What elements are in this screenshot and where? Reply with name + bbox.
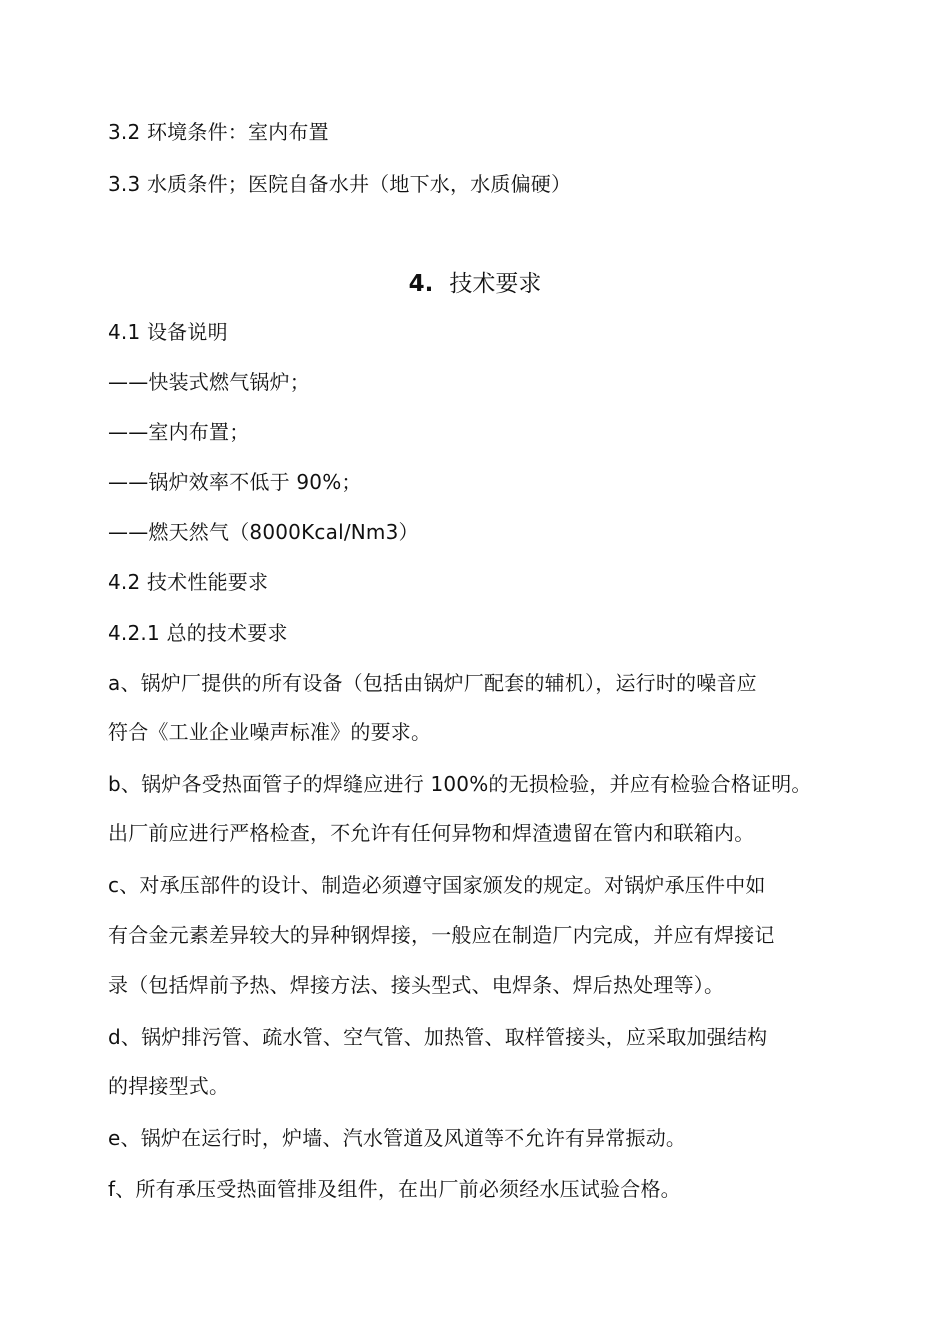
paragraph-d-line-2: 的捍接型式。 <box>108 1074 230 1098</box>
paragraph-b-line-2: 出厂前应进行严格检查，不允许有任何异物和焊渣遗留在管内和联箱内。 <box>108 821 755 845</box>
section-heading-title: 技术要求 <box>449 271 542 297</box>
paragraph-a-line-1: a、锅炉厂提供的所有设备（包括由锅炉厂配套的辅机），运行时的噪音应 <box>108 671 757 695</box>
water-condition-line: 3.3 水质条件；医院自备水井（地下水，水质偏硬） <box>108 172 572 196</box>
list-item: ——快装式燃气锅炉； <box>108 370 310 394</box>
paragraph-f-line-1: f、所有承压受热面管排及组件，在出厂前必须经水压试验合格。 <box>108 1177 681 1201</box>
list-item: ——室内布置； <box>108 420 250 444</box>
env-condition-line: 3.2 环境条件：室内布置 <box>108 120 329 144</box>
subsection-4-2-title: 4.2 技术性能要求 <box>108 570 269 594</box>
paragraph-c-line-2: 有合金元素差异较大的异种钢焊接，一般应在制造厂内完成，并应有焊接记 <box>108 923 775 947</box>
paragraph-a-line-2: 符合《工业企业噪声标准》的要求。 <box>108 720 432 744</box>
list-item: ——燃天然气（8000Kcal/Nm3） <box>108 520 419 544</box>
paragraph-d-line-1: d、锅炉排污管、疏水管、空气管、加热管、取样管接头，应采取加强结构 <box>108 1025 768 1049</box>
section-heading-number: 4. <box>408 271 434 297</box>
section-heading <box>0 268 950 300</box>
paragraph-c-line-1: c、对承压部件的设计、制造必须遵守国家颁发的规定。对锅炉承压件中如 <box>108 873 766 897</box>
paragraph-c-line-3: 录（包括焊前予热、焊接方法、接头型式、电焊条、焊后热处理等）。 <box>108 973 725 997</box>
subsection-4-2-1-title: 4.2.1 总的技术要求 <box>108 621 288 645</box>
paragraph-e-line-1: e、锅炉在运行时，炉墙、汽水管道及风道等不允许有异常振动。 <box>108 1126 687 1150</box>
list-item: ——锅炉效率不低于 90%； <box>108 470 362 494</box>
subsection-4-1-title: 4.1 设备说明 <box>108 320 228 344</box>
paragraph-b-line-1: b、锅炉各受热面管子的焊缝应进行 100%的无损检验，并应有检验合格证明。 <box>108 772 812 796</box>
